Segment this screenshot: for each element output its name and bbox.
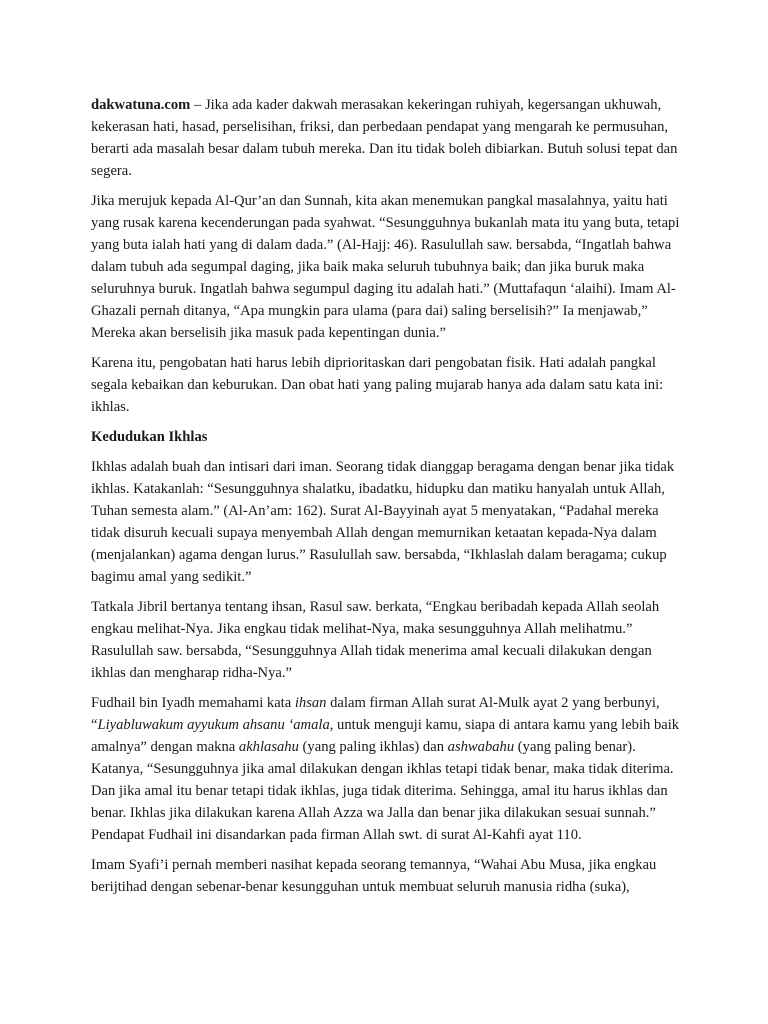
term-ihsan: ihsan [294, 695, 327, 711]
paragraph-2: Jika merujuk kepada Al-Qur’an dan Sunnah, kita akan menemukan pangkal masalahnya, yaitu hati yang rusak karena kecenderungan pada syahwat. “Sesungguhnya bukanlah mata itu yang buta, tetapi yang buta ialah hati yang di dalam dada.” (Al-Hajj: 46). Rasulullah saw. bersabda, “Ingatlah bahwa dalam tubuh ada segumpal daging, jika baik maka seluruh tubuhnya baik; dan jika buruk maka seluruhnya buruk. Ingatlah bahwa segumpul daging itu adalah hati.” (Muttafaqun ‘alaihi). Imam Al-Ghazali pernah ditanya, “Apa mungkin para ulama (para dai) saling berselisih?” Ia menjawab,” Mereka akan berselisih jika masuk pada kepentingan dunia.” [91, 193, 680, 341]
term-ashwabahu: ashwabahu [447, 739, 515, 755]
section-heading: Kedudukan Ikhlas [91, 429, 208, 445]
paragraph-5: Tatkala Jibril bertanya tentang ihsan, Rasul saw. berkata, “Engkau beribadah kepada Allah seolah engkau melihat-Nya. Jika engkau tidak melihat-Nya, maka sesungguhnya Allah melihatmu.” Rasulullah saw. bersabda, “Sesungguhnya Allah tidak menerima amal kecuali dilakukan dengan ikhlas dan mengharap ridha-Nya.” [91, 599, 660, 681]
paragraph-6-text-3: , untuk menguji kamu, siapa di antara kamu yang lebih baik amalnya” dengan makna [91, 717, 680, 755]
paragraph-6-text-4: (yang paling ikhlas) dan [298, 739, 448, 755]
paragraph-6-text-5: (yang paling benar). Katanya, “Sesungguhnya jika amal dilakukan dengan ikhlas tetapi tidak benar, maka tidak diterima. Dan jika amal itu benar tetapi tidak ikhlas, juga tidak diterima. Sehingga, amal itu harus ikhlas dan benar. Ikhlas jika dilakukan karena Allah Azza wa Jalla dan benar jika dilakukan sesuai sunnah.” Pendapat Fudhail ini disandarkan pada firman Allah swt. di surat Al-Kahfi ayat 110. [91, 739, 674, 843]
paragraph-6-text-2: dalam firman Allah surat Al-Mulk ayat 2 yang berbunyi, “ [91, 695, 660, 733]
site-name: dakwatuna.com [91, 97, 191, 113]
quote-arabic-transliteration: Liyabluwakum ayyukum ahsanu ‘amala [97, 717, 330, 733]
paragraph-6 [91, 692, 682, 846]
paragraph-1 [91, 94, 682, 182]
paragraph-4: Ikhlas adalah buah dan intisari dari iman. Seorang tidak dianggap beragama dengan benar jika tidak ikhlas. Katakanlah: “Sesungguhnya shalatku, ibadatku, hidupku dan matiku hanyalah untuk Allah, Tuhan semesta alam.” (Al-An’am: 162). Surat Al-Bayyinah ayat 5 menyatakan, “Padahal mereka tidak disuruh kecuali supaya menyembah Allah dengan memurnikan ketaatan kepada-Nya dalam (menjalankan) agama dengan lurus.” Rasulullah saw. bersabda, “Ikhlaslah dalam beragama; cukup bagimu amal yang sedikit.” [91, 459, 675, 585]
paragraph-6-text-1: Fudhail bin Iyadh memahami kata [91, 695, 295, 711]
paragraph-3: Karena itu, pengobatan hati harus lebih diprioritaskan dari pengobatan fisik. Hati adalah pangkal segala kebaikan dan keburukan. Dan obat hati yang paling mujarab hanya ada dalam satu kata ini: ikhlas. [91, 355, 664, 415]
term-akhlasahu: akhlasahu [238, 739, 299, 755]
paragraph-7: Imam Syafi’i pernah memberi nasihat kepada seorang temannya, “Wahai Abu Musa, jika engkau berijtihad dengan sebenar-benar kesungguhan untuk membuat seluruh manusia ridha (suka), [91, 857, 657, 895]
paragraph-1-text: – Jika ada kader dakwah merasakan kekeringan ruhiyah, kegersangan ukhuwah, kekerasan hati, hasad, perselisihan, friksi, dan perbedaan pendapat yang mengarah ke permusuhan, berarti ada masalah besar dalam tubuh mereka. Dan itu tidak boleh dibiarkan. Butuh solusi tepat dan segera. [91, 97, 678, 179]
